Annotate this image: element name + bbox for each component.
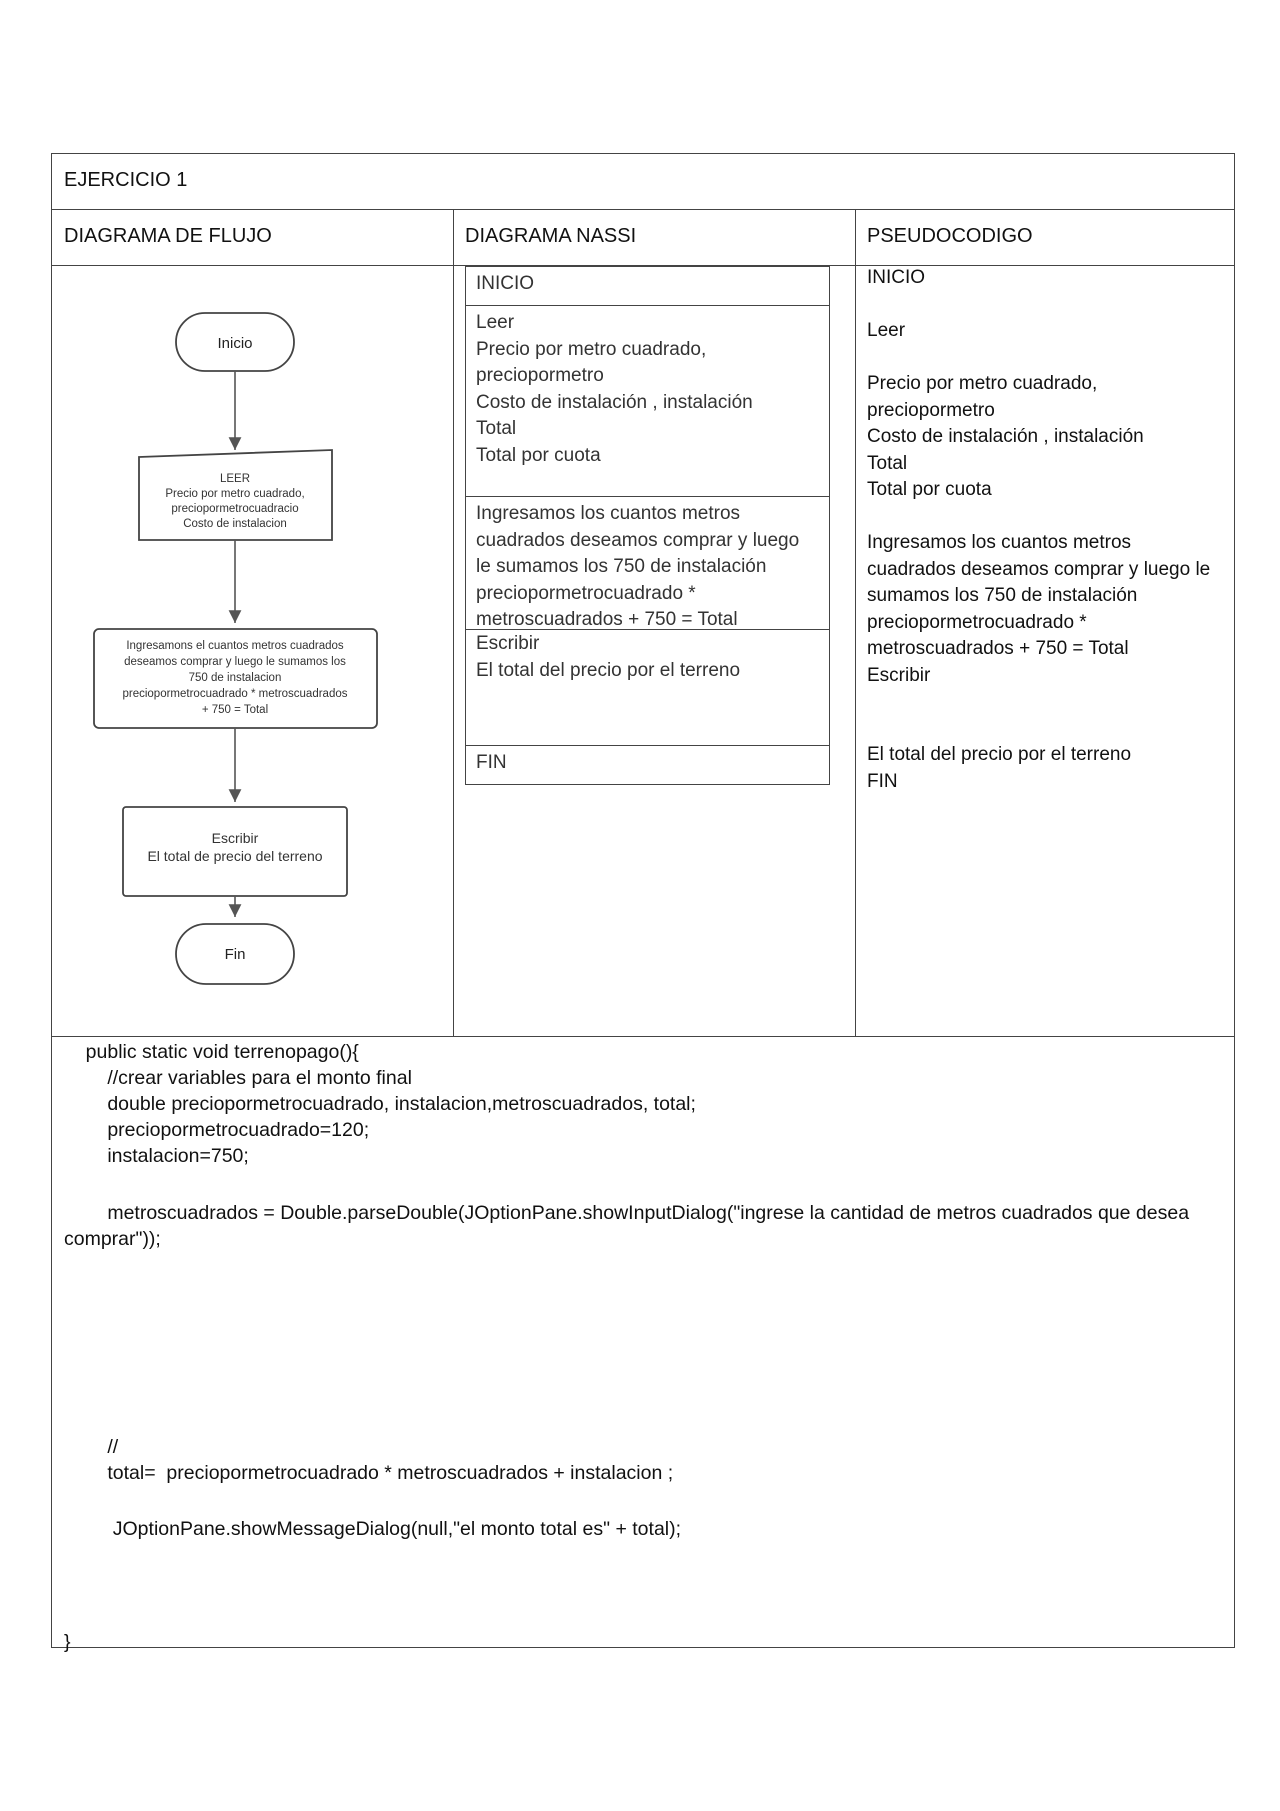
pseudocode-column-header: PSEUDOCODIGO	[867, 225, 1033, 247]
nassi-line: Leer	[476, 312, 515, 333]
column-divider	[453, 209, 454, 1036]
nassi-line: Total por cuota	[476, 444, 601, 466]
exercise-title: EJERCICIO 1	[64, 169, 188, 191]
pseudo-line: preciopormetrocuadrado *	[867, 611, 1087, 633]
nassi-block-write	[466, 630, 829, 746]
nassi-line: Escribir	[476, 633, 540, 654]
row-divider	[52, 1036, 1234, 1037]
code-line: instalacion=750;	[64, 1145, 249, 1167]
write-line: El total de precio del terreno	[147, 848, 323, 864]
read-line: preciopormetrocuadracio	[171, 503, 299, 515]
pseudo-line: sumamos los 750 de instalación	[867, 585, 1138, 606]
code-line: }	[64, 1631, 71, 1653]
read-line: Costo de instalacion	[183, 518, 287, 530]
exercise-table	[51, 153, 1235, 1653]
pseudo-line: cuadrados deseamos comprar y luego le	[867, 558, 1211, 580]
nassi-line: preciopormetro	[476, 365, 604, 386]
nassi-line: le sumamos los 750 de instalación	[476, 556, 767, 577]
pseudo-line: preciopormetro	[867, 399, 995, 421]
start-label: Inicio	[217, 335, 253, 352]
flowchart	[52, 265, 453, 1036]
code-line: double preciopormetrocuadrado, instalacion,metroscuadrados, total;	[64, 1093, 696, 1115]
code-line: //	[64, 1436, 119, 1458]
nassi-column-header: DIAGRAMA NASSI	[465, 225, 637, 247]
flowchart-column-header: DIAGRAMA DE FLUJO	[64, 225, 272, 247]
pseudo-line: Total por cuota	[867, 479, 992, 500]
pseudo-line: FIN	[867, 770, 898, 792]
process-line: deseamos comprar y luego le sumamos los	[124, 656, 346, 668]
code-line: total= preciopormetrocuadrado * metroscuadrados + instalacion ;	[64, 1462, 674, 1484]
code-line: //crear variables para el monto final	[64, 1067, 412, 1089]
nassi-block-start	[466, 267, 829, 306]
pseudo-line: Leer	[867, 320, 906, 341]
nassi-line: Costo de instalación , instalación	[476, 391, 753, 413]
code-line: public static void terrenopago(){	[64, 1041, 359, 1063]
nassi-line: INICIO	[476, 273, 535, 294]
nassi-line: cuadrados deseamos comprar y luego	[476, 529, 800, 551]
nassi-line: Precio por metro cuadrado,	[476, 338, 707, 360]
pseudo-line: Costo de instalación , instalación	[867, 426, 1144, 447]
pseudo-line: INICIO	[867, 267, 926, 288]
nassi-block-end	[466, 746, 829, 783]
row-divider	[52, 209, 1234, 210]
read-line: LEER	[219, 473, 251, 485]
nassi-line: metroscuadrados + 750 = Total	[476, 609, 738, 630]
code-line: comprar"));	[64, 1228, 161, 1250]
process-line: 750 de instalacion	[188, 672, 282, 684]
nassi-line: Ingresamos los cuantos metros	[476, 503, 741, 524]
java-code-block	[64, 1039, 1224, 1655]
nassi-block-process	[466, 497, 829, 630]
pseudo-line: Ingresamos los cuantos metros	[867, 532, 1132, 553]
process-line: + 750 = Total	[201, 704, 269, 716]
code-line: JOptionPane.showMessageDialog(null,"el monto total es" + total);	[64, 1518, 682, 1540]
column-divider	[855, 209, 856, 1036]
write-line: Escribir	[211, 830, 259, 846]
nassi-line: FIN	[476, 752, 507, 773]
pseudo-line: Escribir	[867, 664, 931, 686]
nassi-line: preciopormetrocuadrado *	[476, 582, 696, 604]
pseudo-line: Total	[867, 452, 908, 474]
process-line: preciopormetrocuadrado * metroscuadrados	[122, 688, 348, 700]
pseudo-line: metroscuadrados + 750 = Total	[867, 638, 1129, 659]
pseudo-line: Precio por metro cuadrado,	[867, 373, 1098, 394]
nassi-diagram	[465, 266, 830, 785]
read-line: Precio por metro cuadrado,	[165, 488, 305, 500]
pseudocode-block	[867, 265, 1232, 795]
nassi-block-read	[466, 306, 829, 497]
pseudo-line: El total del precio por el terreno	[867, 744, 1132, 765]
code-line: preciopormetrocuadrado=120;	[64, 1119, 370, 1141]
code-line: metroscuadrados = Double.parseDouble(JOptionPane.showInputDialog("ingrese la cantidad de metros cuadrados que desea	[64, 1202, 1190, 1224]
process-line: Ingresamons el cuantos metros cuadrados	[126, 640, 344, 652]
end-label: Fin	[224, 946, 246, 963]
nassi-line: Total	[476, 418, 517, 439]
nassi-line: El total del precio por el terreno	[476, 659, 741, 681]
